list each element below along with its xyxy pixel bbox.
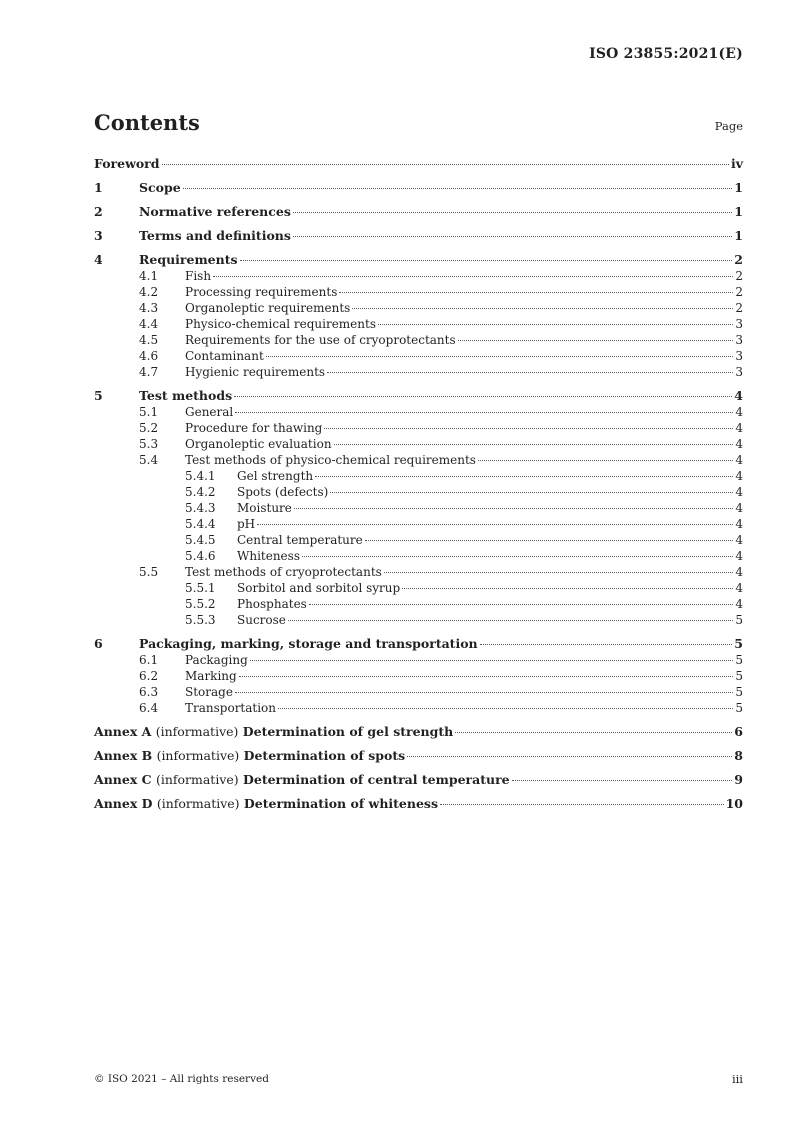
dot-leader [309, 604, 734, 605]
toc-entry-number: 3 [94, 228, 103, 243]
toc-entry-number: 5.4.6 [185, 549, 216, 563]
dot-leader [293, 212, 732, 213]
toc-entry-label: Packaging, marking, storage and transportation [139, 636, 478, 651]
toc-entry-label: Determination of gel strength [242, 724, 454, 739]
toc-entry-number: 5.4.2 [185, 485, 216, 499]
dot-leader [302, 556, 733, 557]
toc-entry-4-5[interactable] [94, 332, 743, 348]
dot-leader [257, 524, 733, 525]
dot-leader [293, 236, 732, 237]
toc-entry-label: Foreword [94, 156, 160, 171]
toc-entry-label: General [185, 405, 234, 419]
toc-entry-label: Central temperature [237, 533, 363, 547]
toc-entry-page: 1 [734, 228, 743, 243]
toc-entry-page: 5 [735, 685, 743, 699]
toc-entry-label: Processing requirements [185, 285, 338, 299]
dot-leader [478, 460, 733, 461]
toc-entry-number: 5.4.5 [185, 533, 216, 547]
dot-leader [240, 260, 733, 261]
annex-id: Annex A [94, 724, 152, 739]
annex-type: (informative) [155, 724, 239, 739]
toc-entry-label: Hygienic requirements [185, 365, 326, 379]
toc-entry-scope[interactable] [94, 180, 743, 196]
toc-entry-number: 5 [94, 388, 103, 403]
dot-leader [378, 324, 733, 325]
dot-leader [407, 756, 732, 757]
toc-entry-4-7[interactable] [94, 364, 743, 380]
toc-entry-label: Organoleptic evaluation [185, 437, 332, 451]
toc-entry-6-3[interactable] [94, 684, 743, 700]
toc-entry-label: Fish [185, 269, 212, 283]
dot-leader [266, 356, 734, 357]
toc-entry-5-5-2[interactable] [94, 596, 743, 612]
dot-leader [239, 676, 734, 677]
toc-entry-number: 4.1 [139, 269, 159, 283]
toc-entry-packaging-marking-storage[interactable] [94, 636, 743, 652]
toc-entry-page: 4 [735, 469, 743, 483]
toc-entry-5-1[interactable] [94, 404, 743, 420]
dot-leader [294, 508, 733, 509]
toc-entry-label: Sucrose [237, 613, 286, 627]
toc-entry-label: Test methods of physico-chemical requirements [185, 453, 476, 467]
toc-entry-page: 2 [734, 252, 743, 267]
toc-entry-label: Organoleptic requirements [185, 301, 351, 315]
toc-entry-5-4-5[interactable] [94, 532, 743, 548]
dot-leader [480, 644, 733, 645]
toc-entry-number: 6.4 [139, 701, 159, 715]
toc-entry-page: 9 [734, 772, 743, 787]
dot-leader [235, 692, 733, 693]
toc-entry-number: 5.1 [139, 405, 159, 419]
dot-leader [365, 540, 734, 541]
toc-entry-number: 5.5.3 [185, 613, 216, 627]
dot-leader [330, 492, 733, 493]
toc-entry-number: 2 [94, 204, 103, 219]
dot-leader [315, 476, 733, 477]
toc-entry-label: Requirements [139, 252, 238, 267]
dot-leader [213, 276, 733, 277]
toc-entry-page: 4 [735, 453, 743, 467]
dot-leader [339, 292, 733, 293]
toc-entry-number: 4.6 [139, 349, 159, 363]
page-column-label: Page [714, 119, 743, 133]
toc-entry-number: 1 [94, 180, 103, 195]
toc-entry-label: Storage [185, 685, 233, 699]
toc-entry-number: 6.2 [139, 669, 159, 683]
toc-entry-page: 4 [735, 421, 743, 435]
annex-id: Annex B [94, 748, 153, 763]
toc-entry-5-4[interactable] [94, 452, 743, 468]
toc-entry-4-2[interactable] [94, 284, 743, 300]
toc-entry-page: 4 [735, 565, 743, 579]
toc-entry-label: Moisture [237, 501, 292, 515]
toc-entry-label: Sorbitol and sorbitol syrup [237, 581, 401, 595]
toc-entry-5-4-4[interactable] [94, 516, 743, 532]
toc-entry-4-1[interactable] [94, 268, 743, 284]
toc-entry-page: 5 [734, 636, 743, 651]
toc-entry-number: 4.7 [139, 365, 159, 379]
toc-entry-number: 6 [94, 636, 103, 651]
table-of-contents [94, 154, 743, 812]
toc-entry-4-3[interactable] [94, 300, 743, 316]
toc-entry-requirements[interactable] [94, 252, 743, 268]
toc-entry-number: 4.4 [139, 317, 159, 331]
toc-entry-terms-and-definitions[interactable] [94, 228, 743, 244]
dot-leader [512, 780, 733, 781]
toc-entry-page: 2 [735, 285, 743, 299]
toc-entry-number: 5.4.4 [185, 517, 216, 531]
page-number: iii [731, 1072, 743, 1086]
toc-entry-page: 6 [734, 724, 743, 739]
annex-type: (informative) [155, 772, 239, 787]
toc-entry-number: 6.1 [139, 653, 159, 667]
toc-entry-number: 4 [94, 252, 103, 267]
toc-entry-annex-d[interactable] [94, 796, 743, 812]
toc-entry-5-5-1[interactable] [94, 580, 743, 596]
dot-leader [324, 428, 733, 429]
toc-entry-number: 5.4.1 [185, 469, 216, 483]
toc-entry-label: Phosphates [237, 597, 307, 611]
dot-leader [455, 732, 732, 733]
toc-entry-annex-a[interactable] [94, 724, 743, 740]
toc-entry-page: 3 [735, 333, 743, 347]
toc-entry-4-4[interactable] [94, 316, 743, 332]
toc-entry-test-methods[interactable] [94, 388, 743, 404]
toc-entry-page: 4 [735, 517, 743, 531]
dot-leader [334, 444, 734, 445]
toc-entry-page: 5 [735, 669, 743, 683]
dot-leader [384, 572, 734, 573]
toc-entry-6-1[interactable] [94, 652, 743, 668]
toc-entry-label: Determination of central temperature [243, 772, 510, 787]
annex-type: (informative) [156, 796, 240, 811]
toc-entry-label: Transportation [185, 701, 277, 715]
toc-entry-page: 8 [734, 748, 743, 763]
toc-entry-page: 5 [735, 653, 743, 667]
toc-entry-5-4-3[interactable] [94, 500, 743, 516]
toc-entry-number: 5.5 [139, 565, 159, 579]
toc-entry-label: Normative references [139, 204, 291, 219]
toc-entry-page: 3 [735, 365, 743, 379]
toc-entry-number: 5.3 [139, 437, 159, 451]
toc-entry-number: 5.5.1 [185, 581, 216, 595]
toc-entry-normative-references[interactable] [94, 204, 743, 220]
toc-entry-number: 4.5 [139, 333, 159, 347]
toc-entry-page: 4 [735, 501, 743, 515]
toc-entry-label: Marking [185, 669, 237, 683]
toc-entry-number: 6.3 [139, 685, 159, 699]
toc-entry-label: Packaging [185, 653, 248, 667]
toc-entry-label: Physico-chemical requirements [185, 317, 376, 331]
toc-entry-label: Terms and definitions [139, 228, 291, 243]
toc-entry-page: 4 [735, 581, 743, 595]
dot-leader [250, 660, 734, 661]
toc-entry-6-4[interactable] [94, 700, 743, 716]
dot-leader [440, 804, 724, 805]
toc-entry-page: 1 [734, 180, 743, 195]
toc-entry-5-5[interactable] [94, 564, 743, 580]
page-title: Contents [94, 110, 200, 135]
toc-entry-page: 5 [735, 613, 743, 627]
toc-entry-label: Contaminant [185, 349, 264, 363]
toc-entry-4-6[interactable] [94, 348, 743, 364]
annex-id: Annex C [94, 772, 152, 787]
toc-entry-5-5-3[interactable] [94, 612, 743, 628]
toc-entry-label: Requirements for the use of cryoprotectants [185, 333, 456, 347]
toc-entry-number: 5.4 [139, 453, 159, 467]
document-id: ISO 23855:2021(E) [589, 46, 743, 62]
dot-leader [352, 308, 733, 309]
toc-entry-page: 5 [735, 701, 743, 715]
toc-entry-page: 4 [734, 388, 743, 403]
toc-entry-label: Gel strength [237, 469, 314, 483]
toc-entry-foreword[interactable] [94, 156, 743, 172]
dot-leader [327, 372, 733, 373]
toc-entry-number: 4.2 [139, 285, 159, 299]
toc-entry-annex-b[interactable] [94, 748, 743, 764]
toc-entry-5-4-2[interactable] [94, 484, 743, 500]
toc-entry-label: Determination of spots [243, 748, 406, 763]
toc-entry-6-2[interactable] [94, 668, 743, 684]
toc-entry-page: 4 [735, 597, 743, 611]
toc-entry-page: iv [730, 156, 743, 171]
toc-entry-page: 4 [735, 405, 743, 419]
toc-entry-5-4-1[interactable] [94, 468, 743, 484]
toc-entry-page: 4 [735, 485, 743, 499]
dot-leader [458, 340, 734, 341]
dot-leader [402, 588, 733, 589]
toc-entry-page: 3 [735, 349, 743, 363]
toc-entry-label: Determination of whiteness [243, 796, 438, 811]
dot-leader [288, 620, 733, 621]
toc-entry-label: Test methods [139, 388, 233, 403]
toc-entry-number: 5.2 [139, 421, 159, 435]
dot-leader [235, 412, 733, 413]
toc-entry-number: 5.4.3 [185, 501, 216, 515]
toc-entry-page: 2 [735, 269, 743, 283]
toc-entry-page: 4 [735, 549, 743, 563]
toc-entry-label: Test methods of cryoprotectants [185, 565, 382, 579]
dot-leader [162, 164, 729, 165]
toc-entry-label: Procedure for thawing [185, 421, 323, 435]
toc-entry-page: 2 [735, 301, 743, 315]
annex-id: Annex D [94, 796, 153, 811]
toc-entry-page: 4 [735, 533, 743, 547]
dot-leader [183, 188, 733, 189]
toc-entry-page: 4 [735, 437, 743, 451]
dot-leader [278, 708, 733, 709]
toc-entry-label: pH [237, 517, 256, 531]
toc-entry-5-2[interactable] [94, 420, 743, 436]
toc-entry-number: 4.3 [139, 301, 159, 315]
toc-entry-label: Spots (defects) [237, 485, 329, 499]
toc-entry-label: Scope [139, 180, 181, 195]
toc-entry-5-4-6[interactable] [94, 548, 743, 564]
toc-entry-page: 3 [735, 317, 743, 331]
toc-entry-page: 10 [725, 796, 743, 811]
dot-leader [234, 396, 732, 397]
toc-entry-5-3[interactable] [94, 436, 743, 452]
toc-entry-annex-c[interactable] [94, 772, 743, 788]
annex-type: (informative) [156, 748, 240, 763]
copyright-notice: © ISO 2021 – All rights reserved [94, 1073, 269, 1085]
toc-entry-page: 1 [734, 204, 743, 219]
toc-entry-number: 5.5.2 [185, 597, 216, 611]
toc-entry-label: Whiteness [237, 549, 300, 563]
